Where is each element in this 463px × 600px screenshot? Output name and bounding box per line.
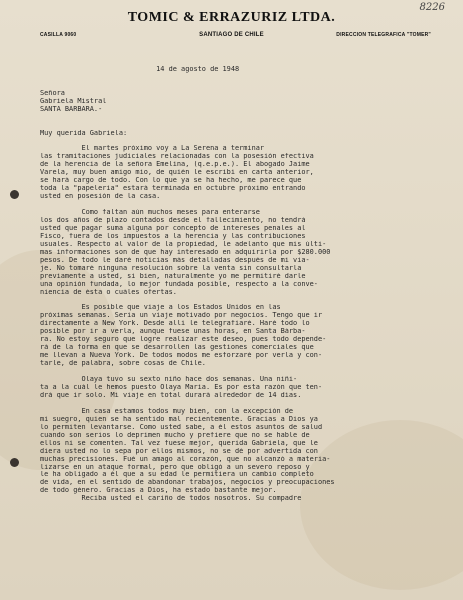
letter-line: pesos. De todo le daré noticias más detalladas después de mi via-	[40, 256, 310, 264]
letter-line: SANTA BARBARA.-	[40, 105, 103, 113]
binder-hole	[10, 190, 19, 199]
letter-line: ta a la cuál le hemos puesto Olaya María. Es por esta razón que ten-	[40, 384, 323, 391]
letterhead-telegraph: DIRECCION TELEGRAFICA "TOMER"	[336, 32, 431, 38]
company-name: TOMIC & ERRAZURIZ LTDA.	[127, 10, 336, 25]
letter-line: mas informaciones son de que hay interesado en adquirirla por $280.000	[40, 248, 331, 256]
letter-line: Gabriela Mistral	[40, 97, 107, 105]
letter-line: cuando son serios lo deprimen mucho y prefiere que no se hable de	[40, 431, 310, 439]
letter-line: próximas semanas. Sería un viaje motivado por negocios. Tengo que ir	[40, 312, 323, 320]
letter-line: ra. No estoy seguro que logre realizar este deseo, pues todo depende-	[40, 336, 327, 344]
letter-line: je. No tomaré ninguna resolución sobre la venta sin consultarla	[40, 264, 302, 272]
letter-line: de vida, en el sentido de abandonar trabajos, negocios y preocupaciones	[40, 479, 335, 487]
letter-line: 14 de agosto de 1948	[40, 66, 240, 73]
blank-line	[40, 201, 445, 209]
letter-line: de todo género. Gracias a Dios, ha estado bastante mejor.	[40, 487, 277, 495]
letterhead-city: SANTIAGO DE CHILE	[199, 32, 264, 38]
blank-line	[40, 297, 445, 305]
letter-line: diera usted no lo sepa por ellos mismos, no se dé por advertida con	[40, 447, 318, 455]
blank-line	[40, 138, 445, 146]
letter-line: Muy querida Gabriela:	[40, 129, 128, 137]
blank-line	[40, 114, 445, 122]
letter-line: Es posible que viaje a los Estados Unidos en las	[40, 304, 281, 312]
letter-line: mi suegro, quien se ha sentido mal recientemente. Gracias a Dios ya	[40, 415, 318, 423]
letter-line: rá de la forma en que se desarrollen las gestiones comerciales que	[40, 344, 314, 352]
blank-line	[40, 400, 445, 408]
blank-line	[40, 82, 445, 90]
letter-line: ellos ni se comenten. Tal vez fuese mejor, querida Gabriela, que le	[40, 439, 318, 447]
letter-line: se hará cargo de todo. Con lo que ya se ha hecho, me parece que	[40, 177, 302, 185]
binder-hole	[10, 458, 19, 467]
letter-line: usted en posesión de la casa.	[40, 193, 161, 201]
letter-line: lo permiten levantarse. Como usted sabe, a él estos asuntos de salud	[40, 423, 323, 431]
letter-line: directamente a New York. Desde allí le telegrafiaré. Haré todo lo	[40, 320, 310, 328]
letter-line: posible por ir a verla, aunque fuese unas horas, en Santa Bárba-	[40, 328, 306, 336]
archive-number: 8226	[419, 2, 445, 13]
letter-line: las tramitaciones judiciales relacionadas con la posesión efectiva	[40, 153, 314, 161]
blank-line	[40, 122, 445, 130]
letter-line: Fisco, fuera de los impuestos a la herencia y las contribuciones	[40, 232, 306, 240]
letter-line: tarle, de palabra, sobre cosas de Chile.	[40, 360, 206, 368]
letter-body	[40, 66, 445, 503]
letterhead-casilla: CASILLA 9060	[40, 32, 77, 38]
letter-line: toda la "papelería" estará terminada en octubre próximo entrando	[40, 185, 306, 193]
letter-line: usuales. Respecto al valor de la propiedad, le adelanto que mis últi-	[40, 240, 327, 248]
letter-line: Olaya tuvo su sexto niño hace dos semanas. Una niñi-	[40, 376, 298, 384]
letter-line: lizarse en un ataque formal, pero que obligó a un severo reposo y	[40, 463, 310, 471]
letter-line: una opinión fundada, lo mejor fundada posible, respecto a la conve-	[40, 280, 318, 288]
letter-line: usted que pagar suma alguna por concepto de intereses penales al	[40, 224, 306, 232]
letter-line: niencia de ésta o cuáles ofertas.	[40, 288, 177, 296]
letter-line: de la herencia de la señora Emelina, (q.e.p.e.). El abogado Jaime	[40, 161, 310, 169]
letter-line: le ha obligado a él que a su edad le permitiera un cambio completo	[40, 471, 314, 479]
letter-line: me llevan a Nueva York. De todos modos me esforzaré por verla y con-	[40, 352, 323, 360]
letter-line: los dos años de plazo contados desde el fallecimiento, no tendrá	[40, 217, 306, 225]
blank-line	[40, 74, 445, 82]
blank-line	[40, 368, 445, 376]
letter-line: drá que ir solo. Mi viaje en total durará alrededor de 14 días.	[40, 391, 302, 399]
letter-line: muchas precisiones. Fué un amago al corazón, que no alcanzó a materia-	[40, 455, 331, 463]
letter-line: El martes próximo voy a La Serena a terminar	[40, 145, 265, 153]
letter-line: previamente a usted, si bien, naturalmente yo me permitiré darle	[40, 272, 306, 280]
letter-line: Reciba usted el cariño de todos nosotros. Su compadre	[40, 495, 302, 503]
letter-line: Señora	[40, 89, 65, 97]
letter-line: Como faltan aún muchos meses para enterarse	[40, 209, 260, 217]
letter-line: Varela, muy buen amigo mio, de quién le escribí en carta anterior,	[40, 169, 314, 177]
letter-line: En casa estamos todos muy bien, con la excepción de	[40, 407, 294, 415]
